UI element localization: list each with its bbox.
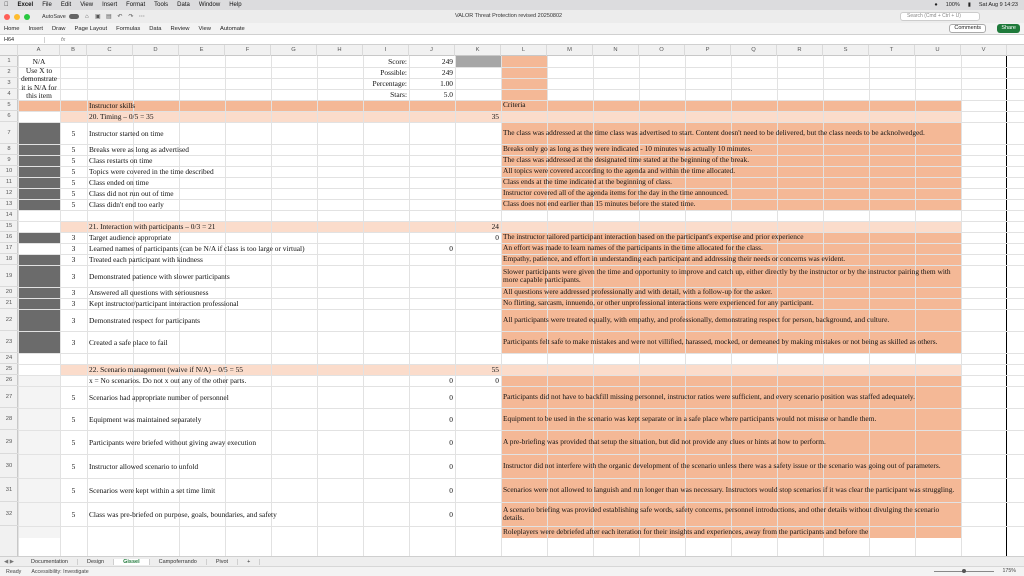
column-a-light-1 [18,100,60,111]
cell-l16[interactable]: The instructor tailored participant interaction based on the participant's expertise and prior experience [503,232,804,242]
row-header-9[interactable]: 9 [0,155,18,166]
cell-j17[interactable]: 0 [449,244,453,253]
battery-icon[interactable]: ▮ [967,2,971,8]
cell-c11[interactable]: Class ended on time [89,178,149,187]
cell-c6[interactable]: 20. Timing – 0/5 = 35 [89,112,154,121]
menu-insert[interactable]: Insert [97,2,113,8]
cell-l21[interactable]: No flirting, sarcasm, innuendo, or other unprofessional interactions were experienced for any participant. [503,298,814,308]
row-header-16[interactable]: 16 [0,232,18,243]
tab-draw[interactable]: Draw [51,25,66,32]
column-header-r[interactable]: R [777,45,823,56]
wifi-icon[interactable]: ● [934,2,938,8]
cell-j32[interactable]: 0 [449,509,453,519]
row-header-5[interactable]: 5 [0,100,18,111]
cell-l31[interactable]: Scenarios were not allowed to languish and run longer than was necessary. Instructors would stop scenarios if it was clear the participant was struggling. [503,484,955,494]
add-sheet-button[interactable]: + [238,559,260,565]
cell-b16[interactable]: 3 [71,233,76,242]
cell-c31[interactable]: Scenarios were kept within a set time limit [89,485,216,495]
cell-l29[interactable]: A pre-briefing was provided that setup the situation, but did not provide any clues or hints at how to perform. [503,436,826,446]
column-header-g[interactable]: G [271,45,317,56]
menu-edit[interactable]: Edit [56,2,67,8]
row-header-14[interactable]: 14 [0,210,18,221]
cell-j31[interactable]: 0 [449,485,453,495]
save-icon[interactable]: ▣ [95,13,101,20]
autosave-label: AutoSave [42,13,66,20]
row-header-23[interactable]: 23 [0,331,18,353]
cell-l19[interactable]: Slower participants were given the time and opportunity to improve and catch up, either directly by the instructor or by the instructor pairing them with more capable participants. [503,266,951,284]
zoom-level[interactable]: 175% [1002,568,1016,574]
cell-j27[interactable]: 0 [449,392,453,402]
row-header-8[interactable]: 8 [0,144,18,155]
cell-a1[interactable]: N/A [32,57,46,66]
column-header-l[interactable]: L [501,45,547,56]
grid-hline [18,353,1024,354]
zoom-window-icon[interactable] [24,14,30,20]
row-header-7[interactable]: 7 [0,122,18,144]
accessibility-status[interactable]: Accessibility: Investigate [31,568,89,575]
sheet-tab-pivot[interactable]: Pivot [207,559,238,565]
row-header-11[interactable]: 11 [0,177,18,188]
cell-l28[interactable]: Equipment to be used in the scenario was kept separate or in a safe place where participants would not misuse or handle them. [503,413,877,423]
cell-c5[interactable]: Instructor skills [89,101,136,110]
row-header-26[interactable]: 26 [0,375,18,386]
cell-l22[interactable]: All participants were treated equally, with empathy, and professionally, demonstrating respect for person, background, and culture. [503,314,890,324]
cell-j2[interactable]: 249 [441,68,453,77]
sheet-tab-documentation[interactable]: Documentation [22,559,78,565]
cell-l27[interactable]: Participants did not have to backfill missing personnel, instructor ratios were sufficient, and every scenario position was staffed adequately. [503,391,915,401]
cell-b30[interactable]: 5 [71,461,76,471]
grid-hline [18,89,1024,90]
cell-c7[interactable]: Instructor started on time [89,128,164,138]
cell-c26[interactable]: x = No scenarios. Do not x out any of the other parts. [89,376,247,385]
grid-vline [18,56,19,556]
cell-b32[interactable]: 5 [71,509,76,519]
cell-c25[interactable]: 22. Scenario management (waive if N/A) – 0/5 = 55 [89,365,243,374]
sheet-tab-campoferrando[interactable]: Campoferrando [150,559,207,565]
comments-button[interactable]: Comments [949,24,986,33]
spreadsheet-grid[interactable] [0,45,1024,556]
cell-c8[interactable]: Breaks were as long as advertised [89,145,189,154]
tab-view[interactable]: View [198,25,211,32]
row-header-13[interactable]: 13 [0,199,18,210]
cell-i2[interactable]: Possible: [380,68,407,77]
column-header-j[interactable]: J [409,45,455,56]
row-header-25[interactable]: 25 [0,364,18,375]
row-header-32[interactable]: 32 [0,502,18,526]
cell-k15[interactable]: 24 [491,222,499,231]
cell-l33[interactable]: Roleplayers were debriefed after each iteration for their insights and experiences, away from the participants and before the [503,526,869,536]
column-a-dark-3 [18,254,60,353]
cell-c17[interactable]: Learned names of participants (can be N/A if class is too large or virtual) [89,244,305,253]
fx-icon[interactable]: fx [61,36,66,43]
redo-icon[interactable]: ↷ [128,13,134,20]
cell-b31[interactable]: 5 [71,485,76,495]
tab-data[interactable]: Data [149,25,162,32]
sheet-nav-icon[interactable]: ◀ ▶ [4,558,14,565]
row-header-15[interactable]: 15 [0,221,18,232]
cell-b17[interactable]: 3 [71,244,76,253]
more-icon[interactable]: ⋯ [138,13,145,20]
clock[interactable]: Sat Aug 9 14:23 [978,2,1018,8]
column-header-p[interactable]: P [685,45,731,56]
column-header-t[interactable]: T [869,45,915,56]
menu-data[interactable]: Data [172,2,186,8]
row-header-27[interactable]: 27 [0,386,18,408]
column-header-u[interactable]: U [915,45,961,56]
tab-review[interactable]: Review [170,25,190,32]
cell-j4[interactable]: 5.0 [443,90,453,99]
cell-b7[interactable]: 5 [71,128,76,138]
cell-l18[interactable]: Empathy, patience, and effort in understanding each participant and addressing their needs or concerns was evident. [503,254,846,264]
cell-j30[interactable]: 0 [449,461,453,471]
cell-c32[interactable]: Class was pre-briefed on purpose, goals, boundaries, and safety [89,509,277,519]
grid-vline [60,56,61,556]
cell-b10[interactable]: 5 [71,167,76,176]
tab-automate[interactable]: Automate [219,25,245,32]
cell-l17[interactable]: An effort was made to learn names of the participants in the time allocated for the class. [503,243,763,253]
column-header-c[interactable]: C [87,45,133,56]
apple-icon[interactable] [4,2,9,8]
cell-b28[interactable]: 5 [71,414,76,424]
cell-c18[interactable]: Treated each participant with kindness [89,255,203,264]
row-header-1[interactable]: 1 [0,56,18,67]
row-header-30[interactable]: 30 [0,454,18,478]
cell-j3[interactable]: 1.00 [440,79,453,88]
status-ready: Ready [6,568,22,575]
cell-c20[interactable]: Answered all questions with seriousness [89,288,209,297]
menu-file[interactable]: File [37,2,48,8]
cell-c30[interactable]: Instructor allowed scenario to unfold [89,461,199,471]
cell-c13[interactable]: Class didn't end too early [89,200,164,209]
cell-c15[interactable]: 21. Interaction with participants – 0/3 = 21 [89,222,216,231]
cell-c27[interactable]: Scenarios had appropriate number of personnel [89,392,229,402]
row-header-3[interactable]: 3 [0,78,18,89]
column-header-h[interactable]: H [317,45,363,56]
grid-vline [455,56,456,556]
cell-l7[interactable]: The class was addressed at the time class was advertised to start. Content doesn't need to be delivered, but the class needs to be acknolwedged. [503,127,925,137]
cell-b13[interactable]: 5 [71,200,76,209]
row-header-22[interactable]: 22 [0,309,18,331]
column-header-m[interactable]: M [547,45,593,56]
formula-bar [0,34,1024,45]
cell-l32[interactable]: A scenario briefing was provided establishing safe words, safety concerns, personnel introductions, and other details without divulging the scenario details. [503,504,940,522]
row-header-18[interactable]: 18 [0,254,18,265]
zoom-slider-knob[interactable] [962,569,966,573]
cell-k26[interactable]: 0 [495,376,499,385]
cell-l12[interactable]: Instructor covered all of the agenda items for the day in the time announced. [503,188,729,198]
row-header-28[interactable]: 28 [0,408,18,430]
cell-l10[interactable]: All topics were covered according to the agenda and within the time allocated. [503,166,736,176]
sheet-tabs-bar [0,556,1024,566]
menu-view[interactable]: View [75,2,89,8]
cell-l8[interactable]: Breaks only go as long as they were indicated - 10 minutes was actually 10 minutes. [503,144,753,154]
row-header-6[interactable]: 6 [0,111,18,122]
cell-b20[interactable]: 3 [71,288,76,297]
column-header-k[interactable]: K [455,45,501,56]
cell-c28[interactable]: Equipment was maintained separately [89,414,202,424]
grid-hline [18,78,1024,79]
column-header-f[interactable]: F [225,45,271,56]
column-header-s[interactable]: S [823,45,869,56]
cell-b27[interactable]: 5 [71,392,76,402]
close-window-icon[interactable] [4,14,10,20]
minimize-window-icon[interactable] [14,14,20,20]
grid-vline [501,56,502,556]
sheet-tab-gissel[interactable]: Gissel [114,559,150,565]
cell-b18[interactable]: 3 [71,255,76,264]
tab-formulas[interactable]: Formulas [116,25,141,32]
window-title-bar [0,10,1024,23]
cell-c12[interactable]: Class did not run out of time [89,189,174,198]
cell-b23[interactable]: 3 [71,337,76,347]
tab-page-layout[interactable]: Page Layout [74,25,108,32]
cell-j26[interactable]: 0 [449,376,453,385]
right-border-line [1006,56,1007,556]
cell-c22[interactable]: Demonstrated respect for participants [89,315,201,325]
cell-b29[interactable]: 5 [71,437,76,447]
column-header-i[interactable]: I [363,45,409,56]
cell-c16[interactable]: Target audience appropriate [89,233,172,242]
row-header-31[interactable]: 31 [0,478,18,502]
cell-l30[interactable]: Instructor did not interfere with the organic development of the scenario unless there was a safety issue or the scenario was going out of parameters. [503,460,941,470]
cell-k6[interactable]: 35 [491,112,499,121]
battery-label[interactable]: 100% [945,2,960,8]
row-header-10[interactable]: 10 [0,166,18,177]
row-headers [0,56,18,556]
cell-b21[interactable]: 3 [71,299,76,308]
cell-c9[interactable]: Class restarts on time [89,156,153,165]
header-block-k [455,56,501,67]
share-button[interactable]: Share [997,24,1020,33]
undo-icon[interactable]: ↶ [117,13,123,20]
column-header-d[interactable]: D [133,45,179,56]
menu-window[interactable]: Window [194,2,216,8]
cell-a2[interactable]: Use X to demonstrate it is N/A for this item [20,65,58,100]
cell-area[interactable] [18,56,1024,556]
sheet-tab-design[interactable]: Design [78,559,114,565]
row-header-4[interactable]: 4 [0,89,18,100]
cell-i4[interactable]: Stars: [390,90,407,99]
cell-j28[interactable]: 0 [449,414,453,424]
tab-insert[interactable]: Insert [28,25,43,32]
column-a-dark-2 [18,232,60,243]
row-header-21[interactable]: 21 [0,298,18,309]
row-header-2[interactable]: 2 [0,67,18,78]
column-header-n[interactable]: N [593,45,639,56]
cell-c29[interactable]: Participants were briefed without giving away execution [89,437,257,447]
cell-l11[interactable]: Class ends at the time indicated at the beginning of class. [503,177,672,187]
cell-b12[interactable]: 5 [71,189,76,198]
cell-j29[interactable]: 0 [449,437,453,447]
cell-b9[interactable]: 5 [71,156,76,165]
column-header-a[interactable]: A [18,45,60,56]
print-icon[interactable]: ▤ [106,13,112,20]
cell-l5[interactable]: Criteria [503,100,526,110]
row-header-17[interactable]: 17 [0,243,18,254]
grid-hline [18,210,1024,211]
name-box[interactable]: H64 [0,37,45,43]
cell-k16[interactable]: 0 [495,233,499,242]
document-title: VALOR Threat Protection revised 20250802 [455,13,563,19]
row-header-29[interactable]: 29 [0,430,18,454]
cell-c23[interactable]: Created a safe place to fail [89,337,168,347]
menu-help[interactable]: Help [224,2,238,8]
search-input[interactable]: Search (Cmd + Ctrl + U) [900,12,980,21]
cell-c21[interactable]: Kept instructor/participant interaction professional [89,299,239,308]
menu-tools[interactable]: Tools [149,2,164,8]
cell-c19[interactable]: Demonstrated patience with slower participants [89,271,230,281]
cell-b8[interactable]: 5 [71,145,76,154]
column-header-o[interactable]: O [639,45,685,56]
macos-menu-bar [0,0,1024,10]
row-header-20[interactable]: 20 [0,287,18,298]
cell-l9[interactable]: The class was addressed at the designated time stated at the beginning of the break. [503,155,750,165]
menu-format[interactable]: Format [121,2,141,8]
cell-i3[interactable]: Percentage: [372,79,407,88]
cell-l20[interactable]: All questions were addressed professionally and with detail, with a follow-up for the asker. [503,287,773,297]
column-headers [0,45,1024,56]
column-a-light-2 [18,375,60,538]
grid-hline [18,67,1024,68]
home-icon[interactable]: ⌂ [85,13,89,20]
status-bar [0,566,1024,576]
autosave-toggle[interactable] [69,14,79,19]
menu-app-name[interactable]: Excel [13,2,29,8]
row-header-12[interactable]: 12 [0,188,18,199]
cell-b22[interactable]: 3 [71,315,76,325]
ribbon-tabs [0,23,1024,34]
cell-j1[interactable]: 249 [441,57,453,66]
row-header-19[interactable]: 19 [0,265,18,287]
cell-k25[interactable]: 55 [491,365,499,374]
cell-b11[interactable]: 5 [71,178,76,187]
cell-b19[interactable]: 3 [71,271,76,281]
tab-home[interactable]: Home [4,25,20,32]
column-header-v[interactable]: V [961,45,1007,56]
select-all-corner[interactable] [0,45,18,56]
cell-c10[interactable]: Topics were covered in the time described [89,167,214,176]
row-header-24[interactable]: 24 [0,353,18,364]
cell-l13[interactable]: Class does not end earlier than 15 minutes before the stated time. [503,199,696,209]
grid-vline [961,56,962,556]
column-header-b[interactable]: B [60,45,87,56]
cell-i1[interactable]: Score: [388,57,407,66]
column-header-e[interactable]: E [179,45,225,56]
cell-l23[interactable]: Participants felt safe to make mistakes and were not villified, harassed, mocked, or demeaned by making mistakes or not being as skilled as others. [503,336,938,346]
grid-vline [87,56,88,556]
column-header-q[interactable]: Q [731,45,777,56]
